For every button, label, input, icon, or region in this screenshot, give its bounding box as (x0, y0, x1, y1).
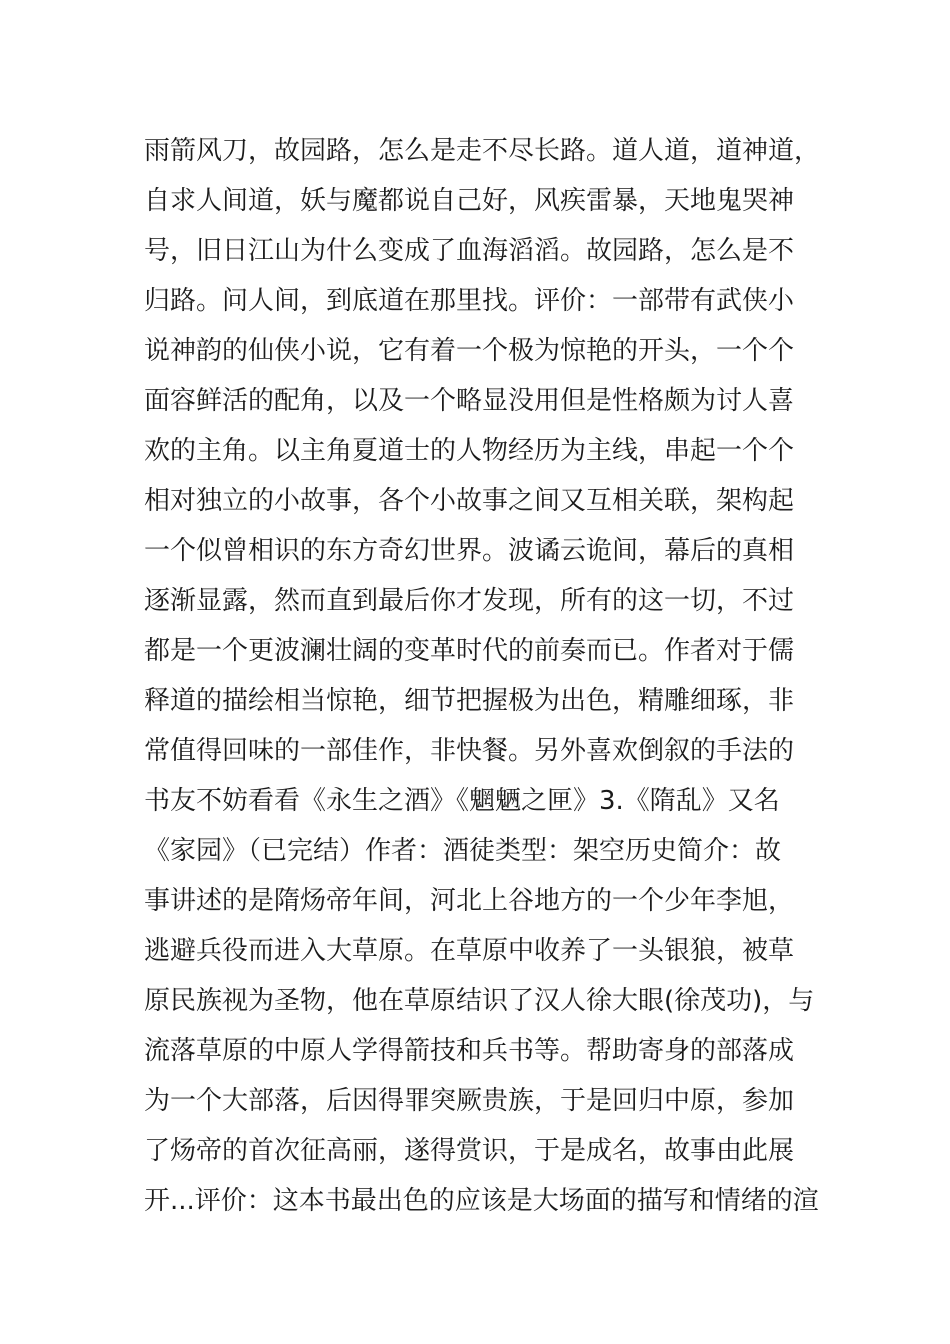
text-line: 了炀帝的首次征高丽，遂得赏识，于是成名，故事由此展 (144, 1136, 795, 1166)
text-line: 相对独立的小故事，各个小故事之间又互相关联，架构起 (144, 486, 795, 516)
text-line: 自求人间道，妖与魔都说自己好，风疾雷暴，天地鬼哭神 (144, 186, 795, 216)
text-line: 逃避兵役而进入大草原。在草原中收养了一头银狼，被草 (144, 936, 795, 966)
text-line: 流落草原的中原人学得箭技和兵书等。帮助寄身的部落成 (144, 1036, 795, 1066)
text-line: 一个似曾相识的东方奇幻世界。波谲云诡间，幕后的真相 (144, 536, 795, 566)
text-line: 说神韵的仙侠小说，它有着一个极为惊艳的开头，一个个 (144, 336, 795, 366)
text-line: 归路。问人间，到底道在那里找。评价：一部带有武侠小 (144, 286, 795, 316)
text-line: 释道的描绘相当惊艳，细节把握极为出色，精雕细琢，非 (144, 686, 795, 716)
text-line: 事讲述的是隋炀帝年间，河北上谷地方的一个少年李旭， (144, 886, 795, 916)
text-line: 原民族视为圣物，他在草原结识了汉人徐大眼(徐茂功)，与 (144, 986, 815, 1016)
text-line: 为一个大部落，后因得罪突厥贵族，于是回归中原，参加 (144, 1086, 795, 1116)
text-line: 面容鲜活的配角，以及一个略显没用但是性格颇为讨人喜 (144, 386, 795, 416)
text-line: 欢的主角。以主角夏道士的人物经历为主线，串起一个个 (144, 436, 795, 466)
text-line: 开...评价：这本书最出色的应该是大场面的描写和情绪的渲 (144, 1186, 819, 1216)
text-line: 号，旧日江山为什么变成了血海滔滔。故园路，怎么是不 (144, 236, 795, 266)
text-line: 都是一个更波澜壮阔的变革时代的前奏而已。作者对于儒 (144, 636, 795, 666)
text-line: 书友不妨看看《永生之酒》《魍魉之匣》3.《隋乱》又名 (144, 786, 780, 816)
text-line: 常值得回味的一部佳作，非快餐。另外喜欢倒叙的手法的 (144, 736, 795, 766)
text-line: 雨箭风刀，故园路，怎么是走不尽长路。道人道，道神道， (144, 136, 821, 166)
text-line: 逐渐显露，然而直到最后你才发现，所有的这一切，不过 (144, 586, 795, 616)
text-line: 《家园》（已完结）作者：酒徒类型：架空历史简介：故 (144, 836, 782, 866)
body-text (144, 126, 824, 1226)
